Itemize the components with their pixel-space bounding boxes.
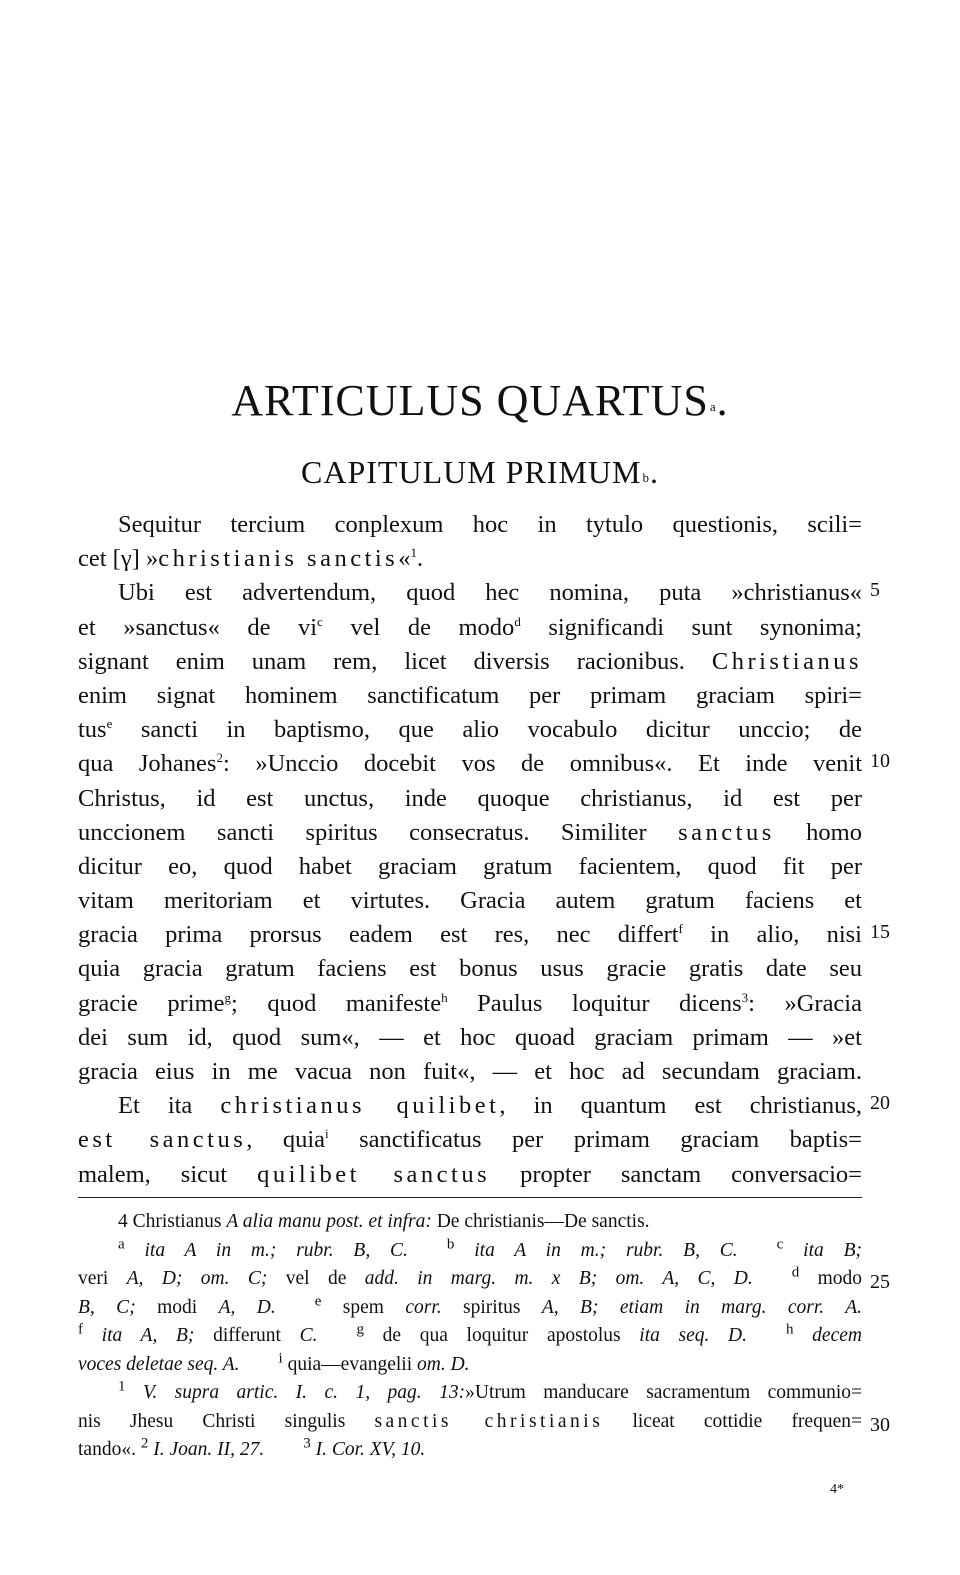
text-line: quia gracia gratum faciens est bonus usus gracie gratis date seu xyxy=(78,955,862,983)
text-line: dei sum id, quod sum«, — et hoc quoad graciam primam — »et xyxy=(78,1023,862,1051)
text-line: tus$^e$ sancti in baptismo, que alio vocabulo dicitur unccio; de xyxy=(78,715,862,744)
note-line: nis Jhesu Christi singulis sanctis christianis liceat cottidie frequen= xyxy=(78,1410,862,1432)
note-line: veri A, D; om. C; vel de add. in marg. m. x B; om. A, C, D. $^d$ modo xyxy=(78,1264,862,1289)
text-line: enim signat hominem sanctificatum per primam graciam spiri= xyxy=(78,681,862,709)
text-line: Et ita christianus quilibet, in quantum est christianus, xyxy=(118,1092,862,1120)
text-line: malem, sicut quilibet sanctus propter sanctam conversacio= xyxy=(78,1160,862,1188)
line-number: 25 xyxy=(870,1271,890,1293)
text-line: dicitur eo, quod habet graciam gratum facientem, quod fit per xyxy=(78,852,862,880)
line-number: 15 xyxy=(870,921,890,943)
text-line: est sanctus, quia$^i$ sanctificatus per primam graciam baptis= xyxy=(78,1126,862,1154)
line-number: 10 xyxy=(870,750,890,772)
text-line: et »sanctus« de $vi^c$ vel de modo$^d$ significandi sunt synonima; xyxy=(78,613,862,641)
text-line: qua Johanes$^2$: »Unccio docebit vos de omnibus«. Et inde venit xyxy=(78,750,862,778)
critical-apparatus xyxy=(78,1208,862,1465)
line-number: 30 xyxy=(870,1414,890,1436)
text-line: Ubi est advertendum, quod hec nomina, puta »christianus« xyxy=(118,579,862,607)
note-line: $^f$ ita A, B; differunt C. $^g$ de qua loquitur apostolus ita seq. D. $^h$ decem xyxy=(78,1321,862,1346)
note-line: B, C; modi A, D. $^e$ spem corr. spiritus A, B; etiam in marg. corr. A. xyxy=(78,1293,862,1318)
text-line: Christus, id est unctus, inde quoque christianus, id est per xyxy=(78,784,862,812)
note-line: $^a$ ita A in m.; rubr. B, C. $^b$ ita A in m.; rubr. B, C. $^c$ ita B; xyxy=(118,1236,862,1261)
text-line: vitam meritoriam et virtutes. Gracia autem gratum faciens et xyxy=(78,887,862,915)
note-line: tando«. $^2$ I. Joan. II, 27. $^3$ I. Cor. XV, 10. xyxy=(78,1435,426,1460)
folio-signature: 4* xyxy=(830,1482,844,1497)
note-line: 4 Christianus A alia manu post. et infra: De christianis—De sanctis. xyxy=(118,1211,650,1232)
article-title: ARTICULUS QUARTUS$^a$. xyxy=(231,376,729,425)
article-note-mark: a xyxy=(709,399,717,414)
text-line: signant enim unam rem, licet diversis racionibus. Christianus xyxy=(78,647,862,675)
line-number: 5 xyxy=(870,579,880,601)
text-line: cet [γ] »christianis sanctis«$^1$. xyxy=(78,545,424,573)
text-line: gracia prima prorsus eadem est res, nec differt$^f$ in alio, nisi xyxy=(78,921,862,949)
footnote-divider xyxy=(78,1197,862,1198)
note-line: voces deletae seq. A. $^i$ quia—evangelii om. D. xyxy=(78,1350,470,1375)
line-number: 20 xyxy=(870,1092,890,1114)
text-line: unccionem sancti spiritus consecratus. Similiter sanctus homo xyxy=(78,818,862,846)
text-line: gracie prime$^g$; quod manifeste$^h$ Paulus loquitur dicens$^3$: »Gracia xyxy=(78,989,862,1017)
text-line: Sequitur tercium conplexum hoc in tytulo questionis, scili= xyxy=(118,511,862,538)
main-text xyxy=(78,508,862,1192)
note-line: $^1$ V. supra artic. I. c. 1, pag. 13:»Utrum manducare sacramentum communio= xyxy=(118,1378,862,1403)
text-line: gracia eius in me vacua non fuit«, — et hoc ad secundam graciam. xyxy=(78,1058,862,1085)
chapter-note-mark: b xyxy=(642,470,650,485)
chapter-title: CAPITULUM PRIMUM$^b$. xyxy=(301,454,659,490)
